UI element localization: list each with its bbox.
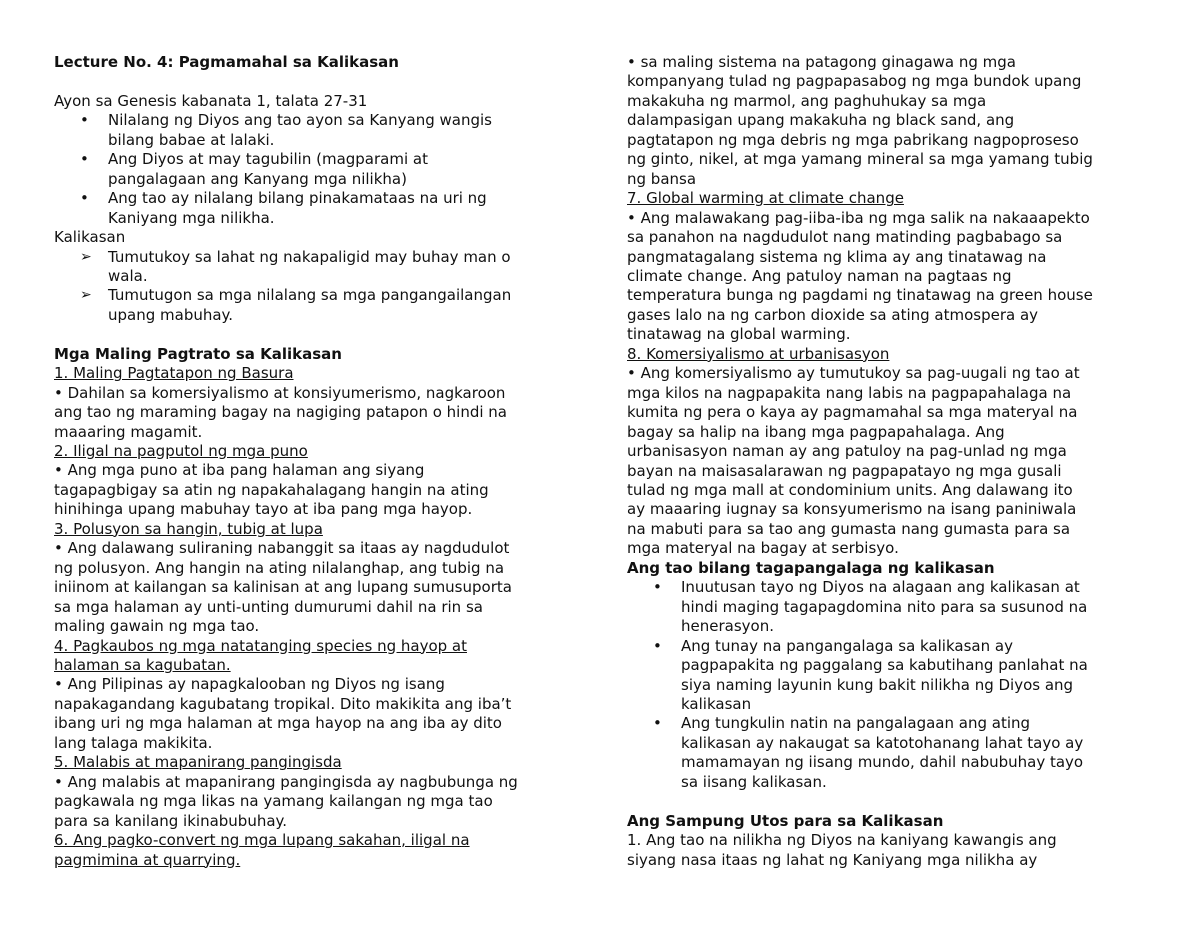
right-column (627, 53, 1157, 870)
paragraph-line: pagkawala ng mga likas na yamang kailangan ng mga tao (54, 792, 493, 811)
paragraph-line: para sa kanilang ikinabubuhay. (54, 811, 288, 830)
bullet-icon: • (80, 150, 89, 169)
paragraph-line: lang talaga makikita. (54, 733, 213, 752)
subsection-title: 3. Polusyon sa hangin, tubig at lupa (54, 519, 323, 538)
paragraph-line: mga kilos na nagpapakita nang labis na pagpapahalaga na (627, 383, 1072, 402)
paragraph-line: ang tao ng maraming bagay na nagiging patapon o hindi na (54, 403, 507, 422)
paragraph-line: • Ang malabis at mapanirang pangingisda ay nagbubunga ng (54, 772, 518, 791)
subsection-title: 6. Ang pagko-convert ng mga lupang sakahan, iligal na (54, 831, 470, 850)
paragraph-line: napakagandang kagubatang tropikal. Dito makikita ang iba’t (54, 694, 512, 713)
section-heading: Ang tao bilang tagapangalaga ng kalikasan (627, 558, 995, 577)
paragraph-line: tulad ng mga mall at condominium units. Ang dalawang ito (627, 480, 1073, 499)
paragraph-line: gases lalo na ng carbon dioxide sa ating atmospera ay (627, 305, 1039, 324)
subsection-title: 7. Global warming at climate change (627, 189, 904, 208)
paragraph-line: dalampasigan upang makakuha ng black sand, ang (627, 111, 1015, 130)
subsection-title: halaman sa kagubatan. (54, 656, 231, 675)
bullet-icon: • (653, 636, 662, 655)
arrow-bullet-icon: ➢ (80, 248, 92, 265)
kalikasan-item: ➢ Tumutugon sa mga nilalang sa mga pangangailangan upang mabuhay. (80, 286, 512, 324)
bullet-icon: • (80, 189, 89, 208)
paragraph-line: bagay sa halip na ibang mga pagpapahalaga. Ang (627, 422, 1005, 441)
section-heading: Ang Sampung Utos para sa Kalikasan (627, 811, 944, 830)
paragraph-line: maling gawain ng mga tao. (54, 617, 260, 636)
left-column (54, 53, 584, 870)
paragraph-line: hinihinga upang mabuhay tayo at iba pang mga hayop. (54, 500, 473, 519)
genesis-intro: Ayon sa Genesis kabanata 1, talata 27-31 (54, 91, 368, 110)
paragraph-line: • sa maling sistema na patagong ginagawa ng mga (627, 53, 1017, 71)
paragraph-line: 1. Ang tao na nilikha ng Diyos na kaniyang kawangis ang (627, 831, 1057, 850)
paragraph-line: ibang uri ng mga halaman at mga hayop na ang iba ay dito (54, 714, 502, 733)
paragraph-line: sa mga halaman ay unti-unting dumurumi dahil na rin sa (54, 597, 483, 616)
subsection-title: 8. Komersiyalismo at urbanisasyon (627, 344, 890, 363)
paragraph-line: tagapagbigay sa atin ng napakahalagang hangin na ating (54, 480, 489, 499)
paragraph-line: ng polusyon. Ang hangin na ating nilalanghap, ang tubig na (54, 558, 505, 577)
paragraph-line: sa panahon na nagdudulot nang matinding pagbabago sa (627, 228, 1063, 247)
paragraph-line: urbanisasyon naman ay ang patuloy na pag-unlad ng mga (627, 442, 1067, 461)
paragraph-line: pangmatagalang sistema ng klima ay ang tinatawag na (627, 247, 1047, 266)
steward-bullet: • Ang tungkulin natin na pangalagaan ang ating kalikasan ay nakaugat sa katotohanang lahat tayo ay mamamayan ng iisang mundo, dahil nabubuhay tayo sa iisang kalikasan. (653, 714, 1084, 791)
paragraph-line: kumita ng pera o kaya ay pagmamahal sa mga materyal na (627, 403, 1078, 422)
paragraph-line: ng bansa (627, 169, 697, 188)
kalikasan-label: Kalikasan (54, 228, 126, 247)
paragraph-line: tinatawag na global warming. (627, 325, 851, 344)
paragraph-line: iniinom at kailangan sa kalinisan at ang lupang sumusuporta (54, 578, 512, 597)
paragraph-line: bayan na maisasalarawan ng pagpapatayo ng mga gusali (627, 461, 1062, 480)
paragraph-line: ay maaaring iugnay sa konsyumerismo na isang paniniwala (627, 500, 1077, 519)
steward-bullet: • Inuutusan tayo ng Diyos na alagaan ang kalikasan at hindi maging tagapagdomina nito para sa susunod na henerasyon. (653, 578, 1088, 636)
paragraph-line: pagtatapon ng mga debris ng mga pabrikang nagpoproseso (627, 130, 1079, 149)
lecture-title: Lecture No. 4: Pagmamahal sa Kalikasan (54, 53, 399, 71)
subsection-title: pagmimina at quarrying. (54, 850, 241, 869)
paragraph-line: kompanyang tulad ng pagpapasabog ng mga bundok upang (627, 72, 1082, 91)
paragraph-line: • Ang malawakang pag-iiba-iba ng mga salik na nakaaapekto (627, 208, 1090, 227)
paragraph-line: • Ang Pilipinas ay napagkalooban ng Diyos ng isang (54, 675, 445, 694)
paragraph-line: siyang nasa itaas ng lahat ng Kaniyang mga nilikha ay (627, 850, 1038, 869)
bullet-icon: • (653, 714, 662, 733)
bullet-icon: • (653, 578, 662, 597)
genesis-bullet: • Ang Diyos at may tagubilin (magparami at pangalagaan ang Kanyang mga nilikha) (80, 150, 428, 188)
paragraph-line: na mabuti para sa tao ang gumasta nang gumasta para sa (627, 519, 1071, 538)
paragraph-line: • Ang komersiyalismo ay tumutukoy sa pag-uugali ng tao at (627, 364, 1080, 383)
subsection-title: 2. Iligal na pagputol ng mga puno (54, 442, 308, 461)
arrow-bullet-icon: ➢ (80, 287, 92, 304)
paragraph-line: maaaring magamit. (54, 422, 203, 441)
paragraph-line: temperatura bunga ng pagdami ng tinatawag na green house (627, 286, 1093, 305)
section-heading: Mga Maling Pagtrato sa Kalikasan (54, 344, 342, 363)
steward-bullet: • Ang tunay na pangangalaga sa kalikasan ay pagpapakita ng paggalang sa kabutihang panlahat na siya naming layunin kung bakit nilikha ng Diyos ang kalikasan (653, 636, 1088, 713)
bullet-icon: • (80, 111, 89, 130)
genesis-bullet: • Ang tao ay nilalang bilang pinakamataas na uri ng Kaniyang mga nilikha. (80, 189, 487, 227)
subsection-title: 1. Maling Pagtatapon ng Basura (54, 364, 294, 383)
paragraph-line: makakuha ng marmol, ang paghuhukay sa mga (627, 91, 987, 110)
paragraph-line: • Ang dalawang suliraning nabanggit sa itaas ay nagdudulot (54, 539, 510, 558)
paragraph-line: climate change. Ang patuloy naman na pagtaas ng (627, 266, 1012, 285)
paragraph-line: • Dahilan sa komersiyalismo at konsiyumerismo, nagkaroon (54, 383, 506, 402)
subsection-title: 4. Pagkaubos ng mga natatanging species ng hayop at (54, 636, 467, 655)
kalikasan-item: ➢ Tumutukoy sa lahat ng nakapaligid may buhay man o wala. (80, 247, 511, 285)
paragraph-line: • Ang mga puno at iba pang halaman ang siyang (54, 461, 425, 480)
subsection-title: 5. Malabis at mapanirang pangingisda (54, 753, 342, 772)
paragraph-line: ng ginto, nikel, at mga yamang mineral sa mga yamang tubig (627, 150, 1093, 169)
paragraph-line: mga materyal na bagay at serbisyo. (627, 539, 899, 558)
genesis-bullet: • Nilalang ng Diyos ang tao ayon sa Kanyang wangis bilang babae at lalaki. (80, 111, 492, 149)
